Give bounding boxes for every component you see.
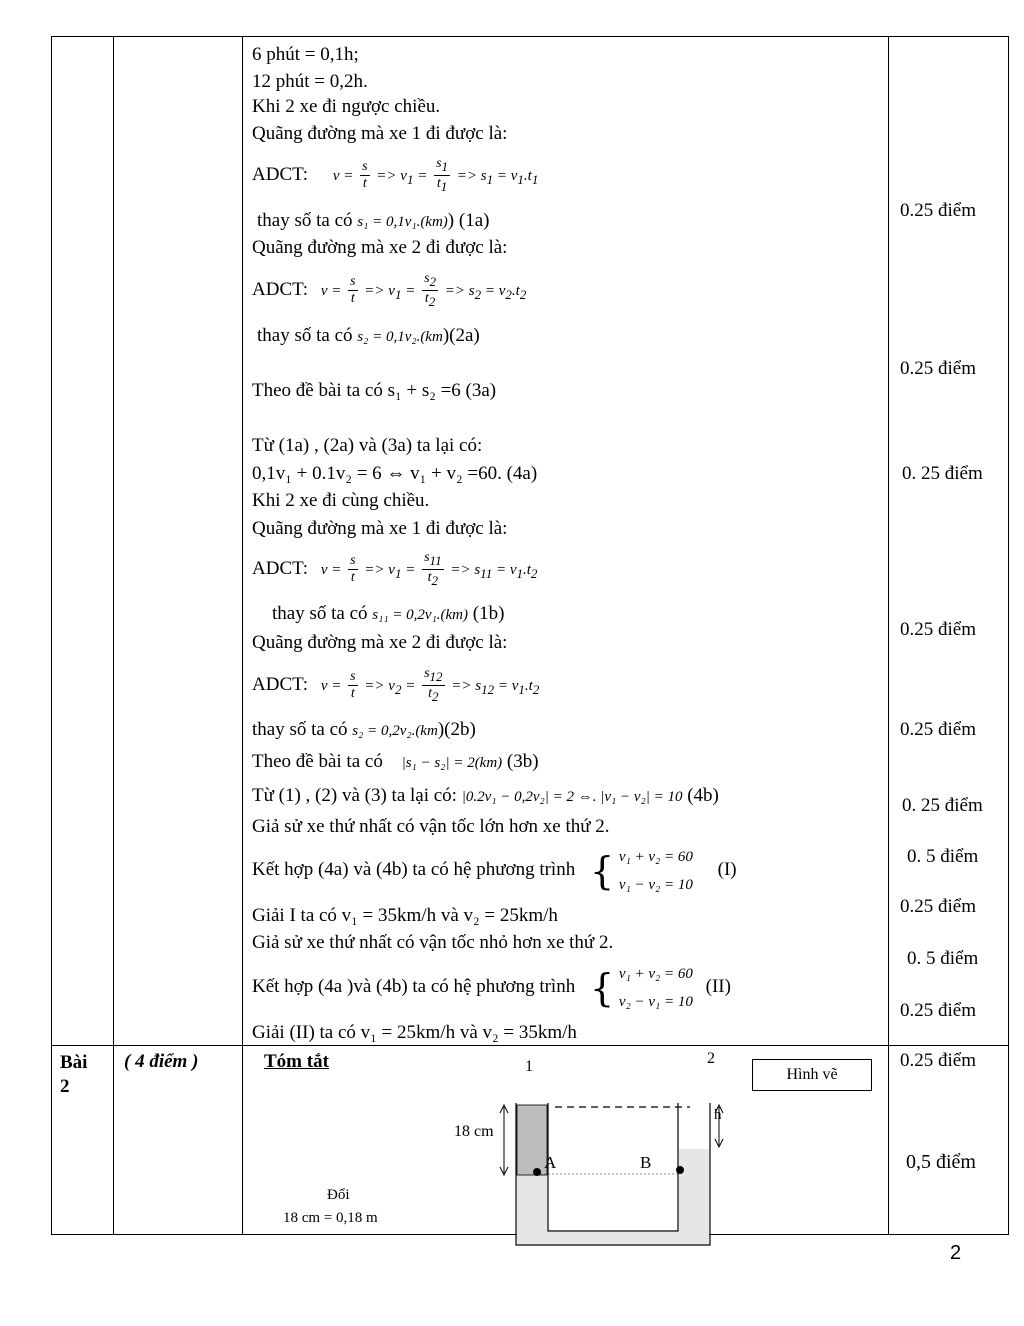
formula: => $s_{12} = v_1.t_2$ bbox=[451, 678, 540, 697]
formula: v = bbox=[332, 168, 354, 184]
fraction: $\frac{s}{t}$ bbox=[362, 159, 368, 192]
text-line: Từ (1a) , (2a) và (3a) ta lại có: bbox=[252, 435, 483, 456]
text-line: Giải (II) ta có v₁ = 25km/h và v₂ = 35km/h bbox=[252, 1022, 577, 1043]
adct-label: ADCT: bbox=[252, 674, 309, 695]
text-line: 6 phút = 0,1h; bbox=[252, 44, 359, 65]
equation-system: v₁ + v₂ = 60 v₂ − v₁ = 10 bbox=[618, 965, 693, 1010]
formula: v = bbox=[320, 562, 342, 578]
fraction: $\frac{s_2}{t_2}$ bbox=[424, 271, 437, 309]
text-line: 12 phút = 0,2h. bbox=[252, 71, 368, 92]
adct-label: ADCT: bbox=[252, 164, 309, 185]
formula: => $v_1$ = bbox=[364, 562, 416, 581]
text-line: 0,1v₁ + 0.1v₂ = 6 ⇔ v₁ + v₂ =60. (4a) bbox=[252, 463, 538, 484]
formula: => $s_1 = v_1.t_1$ bbox=[456, 168, 539, 187]
score: 0.25 điểm bbox=[900, 1050, 976, 1071]
score: 0.25 điểm bbox=[900, 358, 976, 379]
text-line: Giả sử xe thứ nhất có vận tốc nhỏ hơn xe thứ 2. bbox=[252, 932, 614, 953]
system-line: Kết hợp (4a )và (4b) ta có hệ phương trình { v₁ + v₂ = 60 v₂ − v₁ = 10 (II) bbox=[252, 957, 731, 1017]
fraction: $\frac{s}{t}$ bbox=[350, 669, 356, 702]
table-divider bbox=[242, 36, 243, 1235]
score: 0. 5 điểm bbox=[907, 948, 979, 969]
fraction: $\frac{s_{12}}{t_2}$ bbox=[424, 666, 443, 704]
formula: => $v_1$ = bbox=[364, 283, 416, 302]
formula: v = bbox=[320, 283, 342, 299]
formula-line bbox=[252, 660, 539, 715]
formula: => $v_1$ = bbox=[376, 168, 428, 187]
score: 0. 25 điểm bbox=[902, 795, 983, 816]
conversion-value: 18 cm = 0,18 m bbox=[283, 1210, 378, 1226]
text-line: thay số ta có s₁₁ = 0,2v₁.(km) (1b) bbox=[272, 603, 505, 624]
score: 0. 5 điểm bbox=[907, 846, 979, 867]
formula: => $v_2$ = bbox=[364, 678, 416, 697]
u-tube-diagram bbox=[440, 1045, 750, 1255]
formula: => $s_{11} = v_1.t_2$ bbox=[450, 562, 538, 581]
text-line: Khi 2 xe đi ngược chiều. bbox=[252, 96, 441, 117]
text-line: Quãng đường mà xe 1 đi được là: bbox=[252, 123, 508, 144]
tube-inner bbox=[548, 1103, 678, 1231]
label-b: B bbox=[640, 1153, 652, 1172]
score: 0.25 điểm bbox=[900, 719, 976, 740]
score: 0,5 điểm bbox=[906, 1151, 976, 1173]
conversion-label: Đổi bbox=[327, 1187, 350, 1203]
system-line: Kết hợp (4a) và (4b) ta có hệ phương trình { v₁ + v₂ = 60 v₁ − v₂ = 10 (I) bbox=[252, 840, 737, 900]
point-a bbox=[533, 1168, 541, 1176]
equation-system: v₁ + v₂ = 60 v₁ − v₂ = 10 bbox=[618, 848, 693, 893]
fraction: $\frac{s_1}{t_1}$ bbox=[436, 156, 449, 194]
adct-label: ADCT: bbox=[252, 279, 309, 300]
score: 0.25 điểm bbox=[900, 619, 976, 640]
oil-column bbox=[517, 1105, 547, 1175]
label-18cm: 18 cm bbox=[454, 1123, 494, 1140]
text-line: Theo đề bài ta có s₁ + s₂ =6 (3a) bbox=[252, 380, 497, 401]
text-line: Giải I ta có v₁ = 35km/h và v₂ = 25km/h bbox=[252, 905, 558, 926]
summary-heading: Tóm tắt bbox=[264, 1051, 329, 1072]
formula-line bbox=[252, 150, 538, 205]
score: 0.25 điểm bbox=[900, 200, 976, 221]
figure-label: Hình vẽ bbox=[752, 1059, 872, 1091]
label-a: A bbox=[544, 1153, 557, 1172]
table-divider bbox=[888, 36, 889, 1235]
score: 0.25 điểm bbox=[900, 1000, 976, 1021]
score: 0. 25 điểm bbox=[902, 463, 983, 484]
text-line: thay số ta có s₂ = 0,2v₂.(km)(2b) bbox=[252, 719, 476, 740]
label-2: 2 bbox=[707, 1050, 715, 1067]
text-line: Khi 2 xe đi cùng chiều. bbox=[252, 490, 430, 511]
text-line: Theo đề bài ta có |s₁ − s₂| = 2(km) (3b) bbox=[252, 751, 539, 772]
formula-line bbox=[252, 265, 526, 320]
adct-label: ADCT: bbox=[252, 558, 309, 579]
formula-line bbox=[252, 544, 537, 599]
brace: { bbox=[589, 965, 615, 1010]
score: 0.25 điểm bbox=[900, 896, 976, 917]
fraction: $\frac{s}{t}$ bbox=[350, 274, 356, 307]
fraction: $\frac{s}{t}$ bbox=[350, 553, 356, 586]
page-number: 2 bbox=[950, 1242, 962, 1264]
text-line: thay số ta có s₁ = 0,1v₁.(km)) (1a) bbox=[257, 210, 490, 231]
point-b bbox=[676, 1166, 684, 1174]
text-line: Từ (1) , (2) và (3) ta lại có: |0.2v₁ − 0,2v₂| = 2 ⇔. |v₁ − v₂| = 10 (4b) bbox=[252, 785, 719, 806]
label-1: 1 bbox=[525, 1058, 533, 1075]
brace: { bbox=[589, 848, 615, 893]
formula: => $s_2 = v_2.t_2$ bbox=[444, 283, 527, 302]
text-line: Quãng đường mà xe 1 đi được là: bbox=[252, 518, 508, 539]
table-divider bbox=[113, 36, 114, 1235]
label-h: h bbox=[714, 1107, 722, 1123]
problem-points: ( 4 điểm ) bbox=[124, 1051, 199, 1072]
text-line: Quãng đường mà xe 2 đi được là: bbox=[252, 237, 508, 258]
formula: v = bbox=[320, 678, 342, 694]
text-line: Giả sử xe thứ nhất có vận tốc lớn hơn xe thứ 2. bbox=[252, 816, 610, 837]
fraction: $\frac{s_{11}}{t_2}$ bbox=[424, 550, 442, 588]
text-line: thay số ta có s₂ = 0,1v₂.(km)(2a) bbox=[257, 325, 480, 346]
text-line: Quãng đường mà xe 2 đi được là: bbox=[252, 632, 508, 653]
problem-label: Bài 2 bbox=[60, 1052, 88, 1097]
